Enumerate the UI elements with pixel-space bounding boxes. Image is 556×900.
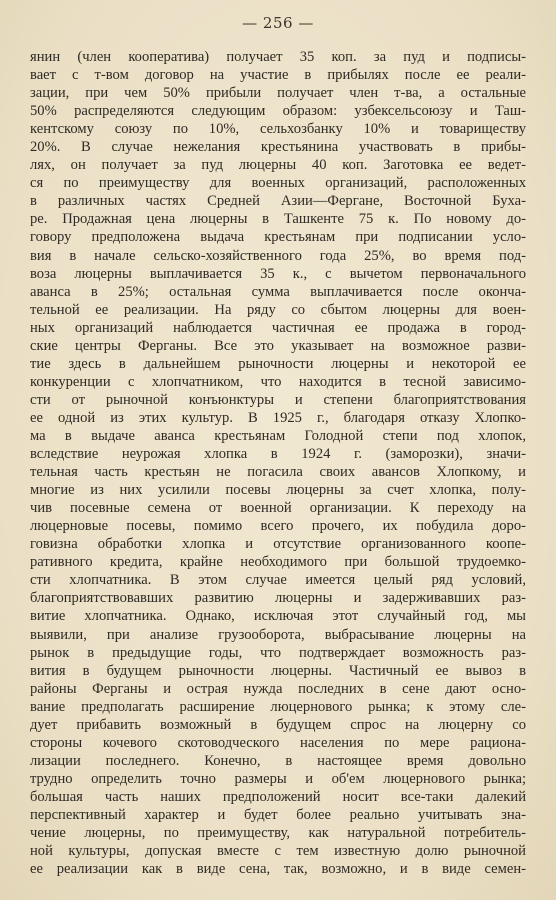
- text-line: дует прибавить возможный в будущем спрос на люцерну со: [30, 716, 526, 733]
- text-line: вследствие неурожая хлопка в 1924 г. (заморозки), значи-: [30, 446, 526, 463]
- text-line: районы Ферганы и острая нужда последних в сене дают осно-: [30, 680, 526, 697]
- text-line: ские центры Ферганы. Все это указывает на возможное разви-: [30, 337, 526, 354]
- text-line: 50% распределяются следующим образом: узбексельсоюзу и Таш-: [30, 103, 526, 120]
- text-line: большая часть наших предположений носит все-таки далекий: [30, 788, 526, 805]
- text-line: ре. Продажная цена люцерны в Ташкенте 75 к. По новому до-: [30, 211, 526, 228]
- text-line: ее одной из этих культур. В 1925 г., благодаря отказу Хлопко-: [30, 409, 526, 426]
- text-line: лях, он получает за пуд люцерны 40 коп. Заготовка ее ведет-: [30, 157, 526, 174]
- text-line: ся по преимуществу для военных организаций, расположенных: [30, 175, 526, 192]
- text-line: тельная часть крестьян не погасила своих авансов Хлопкому, и: [30, 464, 526, 481]
- text-line: чив посевные семена от военной организации. К переходу на: [30, 500, 526, 517]
- text-line: кентскому союзу по 10%, сельхозбанку 10% и товариществу: [30, 121, 526, 138]
- text-line: чение люцерны, по преимуществу, как натуральной потребитель-: [30, 825, 526, 842]
- text-line: сти хлопчатника. В этом случае имеется целый ряд условий,: [30, 572, 526, 589]
- text-line: сти от рыночной конъюнктуры и степени благоприятствования: [30, 391, 526, 408]
- text-line: говору предположена выдача крестьянам при подписании усло-: [30, 229, 526, 246]
- text-line: ративного кредита, крайне необходимого при большой трудоемко-: [30, 554, 526, 571]
- text-line: зации, при чем 50% прибыли получает член т-ва, а остальные: [30, 85, 526, 102]
- page-number: — 256 —: [242, 14, 314, 32]
- text-line: вития в будущем рыночности люцерны. Частичный ее вывоз в: [30, 662, 526, 679]
- body-text: [30, 48, 526, 878]
- text-line: вия в начале сельско-хозяйственного года 25%, во время под-: [30, 247, 526, 264]
- text-line: аванса в 25%; остальная сумма выплачивается после оконча-: [30, 283, 526, 300]
- text-line: воза люцерны выплачивается 35 к., с вычетом первоначального: [30, 265, 526, 282]
- text-line: люцерновые посевы, помимо всего прочего, их побудила доро-: [30, 518, 526, 535]
- text-line: рынок в предыдущие годы, что подтверждает возможность раз-: [30, 644, 526, 661]
- text-line: витие хлопчатника. Однако, исключая этот случайный год, мы: [30, 608, 526, 625]
- text-line: конкуренции с хлопчатником, что находится в тесной зависимо-: [30, 373, 526, 390]
- text-line: ной культуры, допуская вместе с тем известную долю рыночной: [30, 843, 526, 860]
- text-line: вание предполагать расширение люцернового рынка; к этому сле-: [30, 698, 526, 715]
- text-line: тельной ее реализации. На ряду со сбытом люцерны для воен-: [30, 301, 526, 318]
- text-line: благоприятствовавших развитию люцерны и задерживавших раз-: [30, 590, 526, 607]
- text-line: вает с т-вом договор на участие в прибылях после ее реали-: [30, 67, 526, 84]
- text-line: в различных частях Средней Азии—Фергане, Восточной Буха-: [30, 193, 526, 210]
- text-line: перспективный характер и будет более реально учитывать зна-: [30, 806, 526, 823]
- text-line: ных организаций наблюдается частичная ее продажа в город-: [30, 319, 526, 336]
- text-line: тие здесь в дальнейшем рыночности люцерны и некоторой ее: [30, 355, 526, 372]
- text-line: выявили, при анализе грузооборота, выбрасывание люцерны на: [30, 626, 526, 643]
- text-line: янин (член кооператива) получает 35 коп. за пуд и подписы-: [30, 49, 526, 65]
- text-line: ее реализации как в виде сена, так, возможно, и в виде семен-: [30, 861, 526, 878]
- text-line: лизации последнего. Конечно, в настоящее время довольно: [30, 752, 526, 769]
- text-line: ма в выдаче аванса крестьянам Голодной степи под хлопок,: [30, 427, 526, 444]
- text-line: говизна обработки хлопка и отсутствие организованного коопе-: [30, 536, 526, 553]
- text-line: многие из них усилили посевы люцерны за счет хлопка, полу-: [30, 482, 526, 499]
- text-line: 20%. В случае нежелания крестьянина участвовать в прибы-: [30, 139, 526, 156]
- text-line: стороны кочевого скотоводческого населения по мере рационa-: [30, 734, 526, 751]
- text-line: трудно определить точно размеры и об'ем люцернового рынка;: [30, 770, 526, 787]
